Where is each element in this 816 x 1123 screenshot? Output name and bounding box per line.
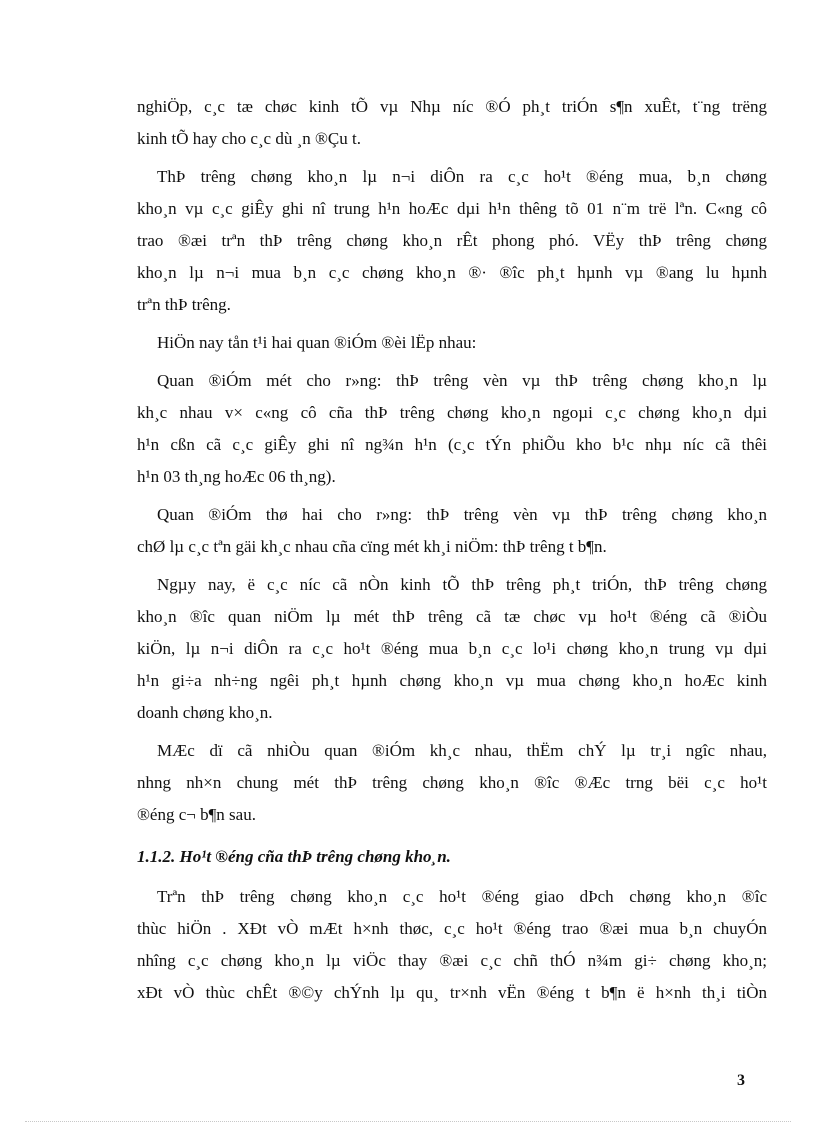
text-line: h¹n gi÷a nh÷ng ngêi ph¸t hµnh chøng kho¸n vµ mua chøng kho¸n hoÆc kinh	[137, 671, 767, 690]
text-line: h¹n 03 th¸ng hoÆc 06 th¸ng).	[137, 467, 336, 486]
text-line: kinh tÕ hay cho c¸c dù ¸n ®Çu t.	[137, 129, 361, 148]
text-line: MÆc dï cã nhiÒu quan ®iÓm kh¸c nhau, thËm chÝ lµ tr¸i ngîc nhau,	[157, 741, 767, 760]
text-line: Ngµy nay, ë c¸c níc cã nÒn kinh tÕ thÞ trêng ph¸t triÓn, thÞ trêng chøng	[157, 575, 767, 594]
footer-dotted-rule	[25, 1121, 791, 1122]
text-line: chØ lµ c¸c tªn gäi kh¸c nhau cña cïng mét kh¸i niÖm: thÞ trêng t b¶n.	[137, 537, 607, 556]
text-line: kho¸n vµ c¸c giÊy ghi nî trung h¹n hoÆc dµi h¹n thêng tõ 01 n¨m trë lªn. C«ng cô	[137, 199, 767, 218]
text-line: trªn thÞ trêng.	[137, 295, 231, 314]
text-line: kiÖn, lµ n¬i diÔn ra c¸c ho¹t ®éng mua b¸n c¸c lo¹i chøng kho¸n trung vµ dµi	[137, 639, 767, 658]
text-line: kho¸n lµ n¬i mua b¸n c¸c chøng kho¸n ®· ®îc ph¸t hµnh vµ ®ang lu hµnh	[137, 263, 767, 282]
text-line: xÐt vÒ thùc chÊt ®©y chÝnh lµ qu¸ tr×nh vËn ®éng t b¶n ë h×nh th¸i tiÒn	[137, 983, 767, 1002]
text-line: nhîng c¸c chøng kho¸n lµ viÖc thay ®æi c¸c chñ thÓ n¾m gi÷ chøng kho¸n;	[137, 951, 767, 970]
paragraph-4	[137, 365, 767, 493]
section-heading: 1.1.2. Ho¹t ®éng cña thÞ trêng chøng kho¸n.	[137, 847, 451, 866]
paragraph-2	[137, 161, 767, 321]
paragraph-1	[137, 91, 767, 155]
page-content	[137, 91, 767, 1015]
paragraph-3	[137, 327, 767, 359]
text-line: nhng nh×n chung mét thÞ trêng chøng kho¸n ®îc ®Æc trng bëi c¸c ho¹t	[137, 773, 767, 792]
text-line: ThÞ trêng chøng kho¸n lµ n¬i diÔn ra c¸c ho¹t ®éng mua, b¸n chøng	[157, 167, 767, 186]
text-line: Quan ®iÓm thø hai cho r»ng: thÞ trêng vèn vµ thÞ trêng chøng kho¸n	[157, 505, 767, 524]
paragraph-8	[137, 881, 767, 1009]
paragraph-5	[137, 499, 767, 563]
text-line: thùc hiÖn . XÐt vÒ mÆt h×nh thøc, c¸c ho¹t ®éng trao ®æi mua b¸n chuyÓn	[137, 919, 767, 938]
paragraph-6	[137, 569, 767, 729]
text-line: doanh chøng kho¸n.	[137, 703, 273, 722]
text-line: Trªn thÞ trêng chøng kho¸n c¸c ho¹t ®éng giao dÞch chøng kho¸n ®îc	[157, 887, 767, 906]
text-line: ®éng c¬ b¶n sau.	[137, 805, 256, 824]
page-number: 3	[737, 1072, 745, 1089]
text-line: Quan ®iÓm mét cho r»ng: thÞ trêng vèn vµ thÞ trêng chøng kho¸n lµ	[157, 371, 767, 390]
text-line: kho¸n ®îc quan niÖm lµ mét thÞ trêng cã tæ chøc vµ ho¹t ®éng cã ®iÒu	[137, 607, 767, 626]
paragraph-7	[137, 735, 767, 831]
text-line: kh¸c nhau v× c«ng cô cña thÞ trêng chøng kho¸n ngoµi c¸c chøng kho¸n dµi	[137, 403, 767, 422]
text-line: trao ®æi trªn thÞ trêng chøng kho¸n rÊt phong phó. VËy thÞ trêng chøng	[137, 231, 767, 250]
text-line: nghiÖp, c¸c tæ chøc kinh tÕ vµ Nhµ níc ®Ó ph¸t triÓn s¶n xuÊt, t¨ng trëng	[137, 97, 767, 116]
text-line: h¹n cßn cã c¸c giÊy ghi nî ng¾n h¹n (c¸c tÝn phiÕu kho b¹c nhµ níc cã thêi	[137, 435, 767, 454]
text-line: HiÖn nay tån t¹i hai quan ®iÓm ®èi lËp nhau:	[157, 333, 477, 352]
